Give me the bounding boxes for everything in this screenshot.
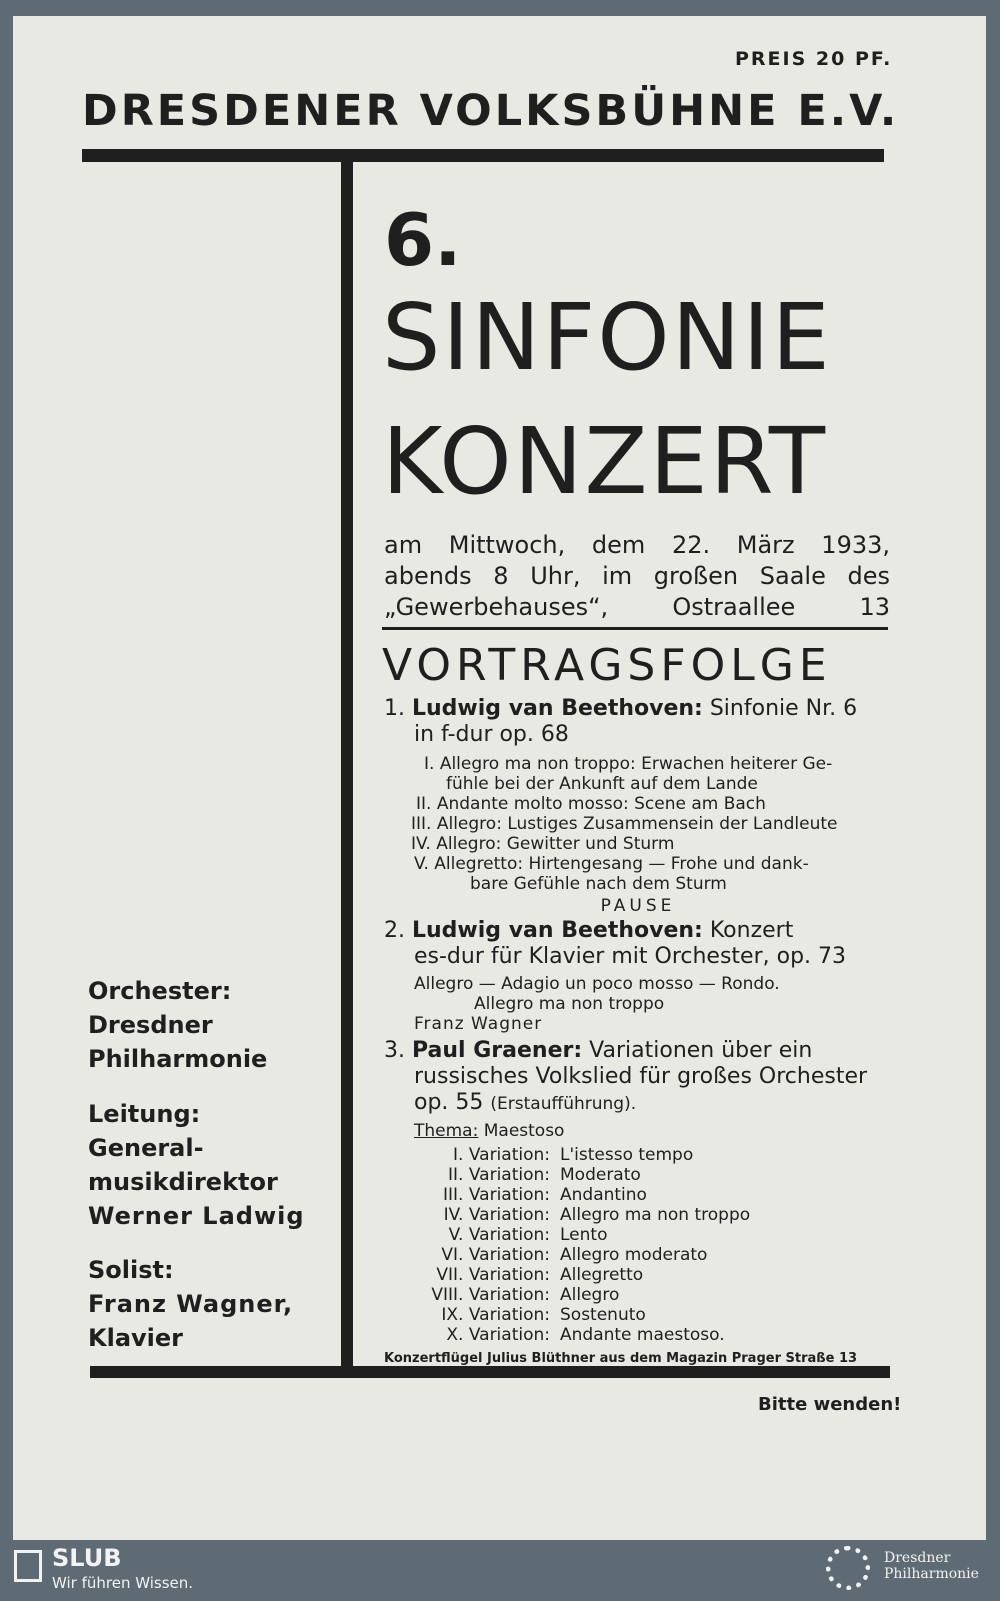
program-item-1: 1. Ludwig van Beethoven: Sinfonie Nr. 6 (384, 696, 858, 721)
variation-row: VII. Variation: Allegretto (436, 1265, 644, 1285)
credits-soloist: Solist: Franz Wagner, Klavier (88, 1256, 294, 1352)
movements-list: I. Allegro ma non troppo: Erwachen heiterer Ge- fühle bei der Ankunft auf dem Lande II. Andante molto mosso: Scene am Bach III. Allegro: Lustiges Zusammensein der Landleute IV. Allegro: Gewitter und Sturm V. Allegretto: Hirtengesang — Frohe und dank- bare Gefühle nach dem Sturm (411, 754, 838, 894)
program-list: 1. Ludwig van Beethoven: Sinfonie Nr. 6 in f-dur op. 68 I. Allegro ma non troppo: Erwachen heiterer Ge- fühle bei der Ankunft auf dem Lande II. Andante molto mosso: Scene am Bach III. Allegro: Lustiges Zusammensein der Landleute IV. Allegro: Gewitter und Sturm V. Allegretto: Hirtengesang — Frohe und dank- bare Gefühle nach dem Sturm PAUSE 2. Ludwig van Beethoven: Konzert es-dur für Klavier mit Orchester, op. 73 Allegro — Adagio un poco mosso — Rondo. Allegro ma non troppo Franz Wagner 3. Paul Graener: Variationen über ein russisches Volkslied für großes Orchester op. 55 (Erstaufführung). Thema: Maestoso I. Variation: L'istesso tempo II. Variation: Moderato III. Variation: Andantino IV. Variation: Allegro ma non troppo V. Variation: Lento VI. Variation: Allegro moderato VII. Variation: Allegretto VIII. Variation: Allegro IX. Variation: Sostenuto X. Variation: Andante maestoso. Konzertflügel Julius Blüthner aus dem Magazin Prager Straße 13 (384, 696, 892, 1366)
composer: Ludwig van Beethoven: (412, 918, 703, 943)
variation-row: X. Variation: Andante maestoso. (446, 1325, 725, 1345)
credits-orchestra: Orchester: Dresdner Philharmonie (88, 977, 268, 1073)
organization-title: DRESDENER VOLKSBÜHNE E.V. (82, 86, 900, 136)
slub-tagline: Wir führen Wissen. (52, 1574, 194, 1592)
variation-row: III. Variation: Andantino (443, 1185, 647, 1205)
footer-bar (0, 1540, 1000, 1601)
variation-row: IV. Variation: Allegro ma non troppo (443, 1205, 751, 1225)
program-item-2: 2. Ludwig van Beethoven: Konzert (384, 918, 794, 943)
slub-book-icon (14, 1550, 42, 1582)
concert-number: 6. (384, 198, 462, 282)
composer: Ludwig van Beethoven: (412, 696, 703, 721)
composer: Paul Graener: (412, 1038, 583, 1063)
variation-row: VI. Variation: Allegro moderato (441, 1245, 708, 1265)
program-rule (382, 627, 888, 630)
date-line: am Mittwoch, dem 22. März 1933, (384, 531, 890, 559)
please-turn-note: Bitte wenden! (758, 1394, 902, 1415)
vertical-divider (341, 160, 353, 1370)
bottom-divider (90, 1366, 890, 1378)
variations-list (384, 1145, 892, 1345)
credits-conductor: Leitung: General- musikdirektor Werner Ladwig (88, 1100, 305, 1230)
title-sinfonie: SINFONIE (382, 284, 832, 391)
slub-name: SLUB (52, 1544, 122, 1572)
philharmonie-logo-icon (826, 1546, 870, 1590)
piano-note: Konzertflügel Julius Blüthner aus dem Magazin Prager Straße 13 (384, 1351, 858, 1366)
price-label: PREIS 20 PF. (735, 48, 893, 70)
variation-row: II. Variation: Moderato (448, 1165, 641, 1185)
variation-row: V. Variation: Lento (448, 1225, 608, 1245)
variation-row: VIII. Variation: Allegro (431, 1285, 620, 1305)
variation-row: I. Variation: L'istesso tempo (453, 1145, 694, 1165)
time-line: abends 8 Uhr, im großen Saale des (384, 562, 890, 590)
program-heading: VORTRAGSFOLGE (382, 640, 832, 691)
date-venue (384, 530, 890, 623)
variation-row: IX. Variation: Sostenuto (441, 1305, 646, 1325)
pause-label: PAUSE (600, 896, 676, 916)
soloist: Franz Wagner (414, 1014, 543, 1034)
program-item-3: 3. Paul Graener: Variationen über ein (384, 1038, 813, 1063)
top-divider (82, 149, 884, 162)
philharmonie-name: Dresdner Philharmonie (884, 1550, 979, 1582)
theme-line: Thema: Maestoso (414, 1121, 565, 1141)
venue-line: „Gewerbehauses“, Ostraallee 13 (384, 593, 890, 621)
title-konzert: KONZERT (382, 408, 828, 515)
